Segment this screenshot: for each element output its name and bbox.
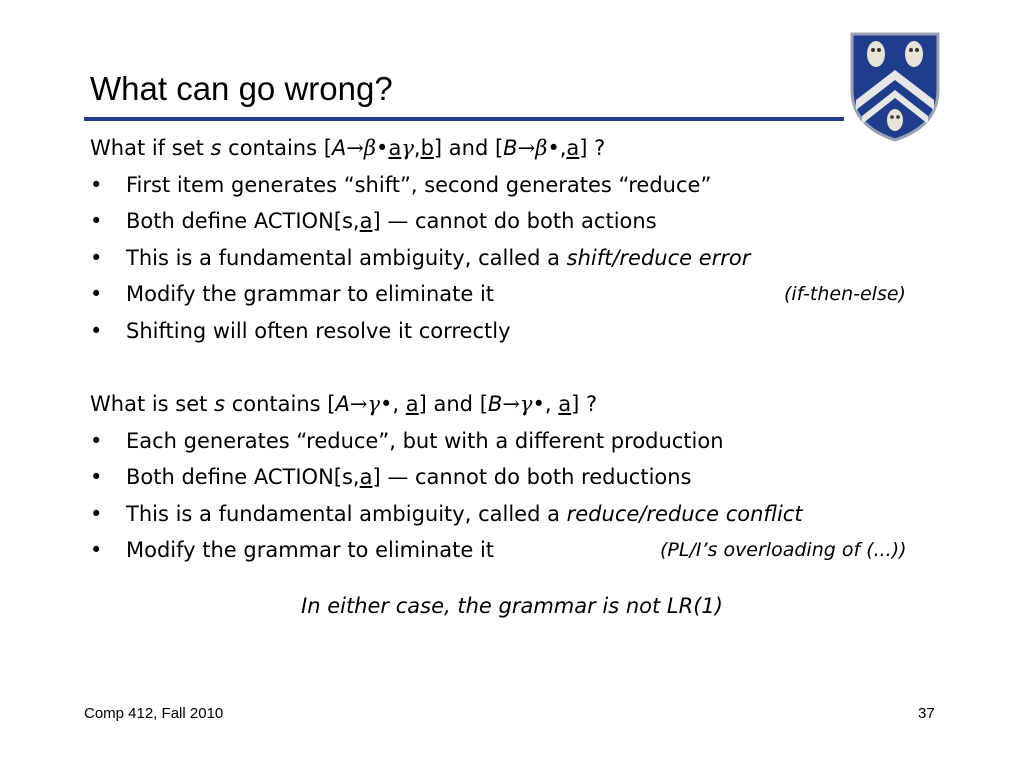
conclusion-text: In either case, the grammar is not LR(1) [301, 594, 723, 618]
section2-intro: What is set s contains [A→γ•, a] and [B→γ•, a] ? [90, 392, 598, 416]
bullet-icon: • [90, 465, 103, 489]
list-item: • Modify the grammar to eliminate it (if-then-else) [90, 278, 960, 315]
slide-title: What can go wrong? [90, 70, 393, 107]
list-item: • First item generates “shift”, second generates “reduce” [90, 169, 960, 206]
bullet-icon: • [90, 538, 103, 562]
section1-intro: What if set s contains [A→β•aγ,b] and [B→β•,a] ? [90, 136, 606, 160]
list-item: • Both define ACTION[s,a] — cannot do both reductions [90, 461, 960, 498]
footer-course: Comp 412, Fall 2010 [84, 705, 224, 722]
bullet-icon: • [90, 209, 103, 233]
bullet-icon: • [90, 282, 103, 306]
bullet-icon: • [90, 245, 103, 270]
list-item: • This is a fundamental ambiguity, called a reduce/reduce conflict [90, 498, 960, 535]
bullet-icon: • [90, 172, 103, 197]
university-shield-logo-icon [848, 30, 942, 142]
bullet-icon: • [90, 318, 103, 343]
slide-content [90, 132, 960, 571]
list-item: • Each generates “reduce”, but with a different production [90, 425, 960, 462]
bullet-icon: • [90, 501, 103, 526]
list-item: • Both define ACTION[s,a] — cannot do both actions [90, 205, 960, 242]
side-note: (if-then-else) [784, 283, 906, 305]
bullet-icon: • [90, 428, 103, 453]
title-divider [84, 117, 844, 121]
side-note: (PL/I’s overloading of (...)) [660, 539, 907, 561]
list-item: • Shifting will often resolve it correctly [90, 315, 960, 352]
list-item: • This is a fundamental ambiguity, called a shift/reduce error [90, 242, 960, 279]
list-item: • Modify the grammar to eliminate it (PL/I’s overloading of (...)) [90, 534, 960, 571]
page-number: 37 [918, 705, 935, 722]
